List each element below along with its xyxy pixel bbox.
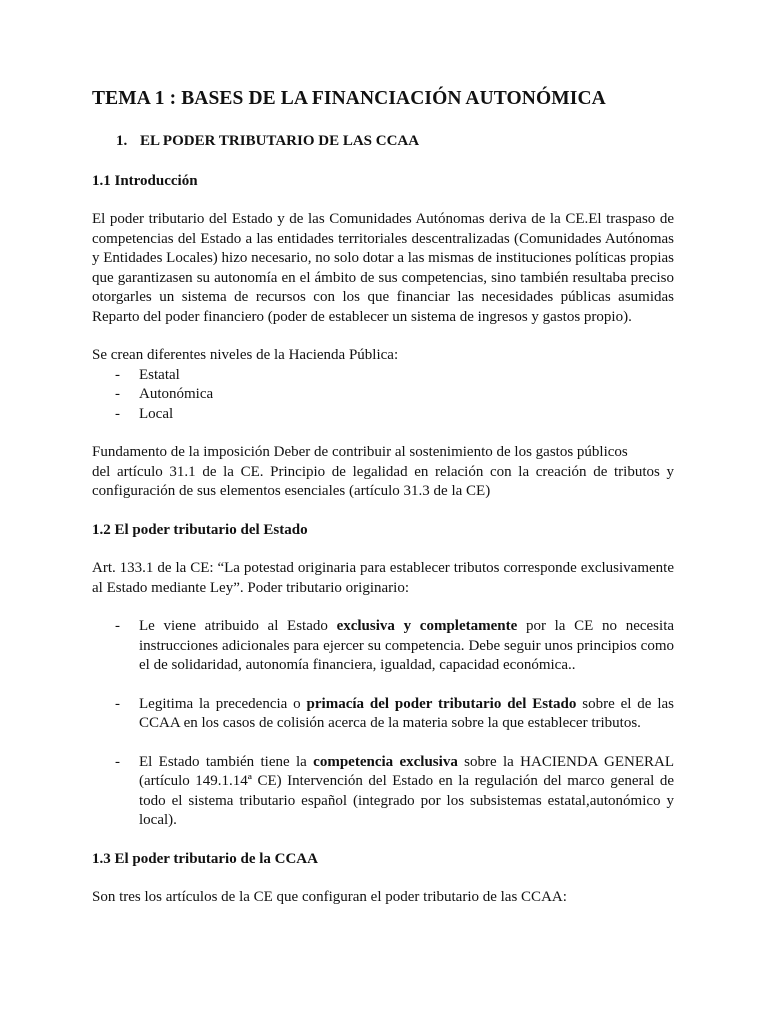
list-dash: - [115, 618, 120, 634]
bullet-3-bold: competencia exclusiva [313, 753, 458, 770]
section-1-heading [92, 132, 674, 152]
bullet-text [139, 695, 674, 734]
bullet-1-pre: Le viene atribuido al Estado [139, 618, 337, 634]
list-item [92, 385, 674, 405]
bullet-1-bold: exclusiva y completamente [336, 618, 518, 634]
fundamento-line-1: Fundamento de la imposición Deber de contribuir al sostenimiento de los gastos públicos [92, 444, 628, 460]
bullet-text [139, 753, 674, 831]
ccaa-articles-paragraph: Son tres los artículos de la CE que configuran el poder tributario de las CCAA: [92, 889, 567, 905]
bullet-text [139, 617, 674, 676]
subsection-1-2-heading: 1.2 El poder tributario del Estado [92, 521, 308, 538]
section-1-label: EL PODER TRIBUTARIO DE LAS CCAA [140, 133, 420, 149]
levels-list [92, 366, 674, 425]
subsection-1-3-heading: 1.3 El poder tributario de la CCAA [92, 850, 318, 867]
article-133-paragraph: Art. 133.1 de la CE: “La potestad originaria para establecer tributos corresponde exclusivamente al Estado mediante Ley”. Poder tributario originario: [92, 560, 674, 596]
document-title: TEMA 1 : BASES DE LA FINANCIACIÓN AUTONÓMICA [92, 88, 606, 109]
levels-intro: Se crean diferentes niveles de la Hacienda Pública: [92, 347, 399, 363]
list-item [92, 405, 674, 425]
level-estatal: Estatal [139, 366, 180, 383]
fundamento-line-2: del artículo 31.1 de la CE. Principio de legalidad en relación con la creación de tributos y configuración de sus elementos esenciales (artículo 31.3 de la CE) [92, 463, 674, 499]
level-local: Local [139, 405, 174, 422]
bullet-2-post: sobre el de las CCAA en los casos de colisión acerca de la materia sobre la que establecer tributos. [139, 695, 674, 731]
section-1-number: 1. [116, 133, 128, 149]
bullet-hacienda-general [92, 753, 674, 831]
list-item [92, 366, 674, 386]
level-autonomica: Autonómica [139, 386, 214, 402]
list-dash: - [115, 386, 120, 402]
bullet-3-post: sobre la HACIENDA GENERAL (artículo 149.1.14ª CE) Intervención del Estado en la regulación del marco general de todo el sistema tributario español (integrado por los subsistemas estatal,autonómico y local). [139, 753, 675, 828]
bullet-2-pre: Legitima la precedencia o [139, 695, 307, 712]
list-dash: - [115, 366, 120, 383]
document-page [92, 86, 674, 908]
list-dash: - [115, 753, 120, 770]
bullet-2-bold: primacía del poder tributario del Estado [306, 695, 577, 712]
intro-paragraph: El poder tributario del Estado y de las Comunidades Autónomas deriva de la CE.El traspaso de competencias del Estado a las entidades territoriales descentralizadas (Comunidades Autónomas y Entidades Locales) hizo necesario, no solo dotar a las mismas de instituciones políticas propias que garantizasen su autonomía en el ámbito de sus competencias, sino también resultaba preciso otorgarles un sistema de recursos con los que financiar las necesidades públicas asumidas Reparto del poder financiero (poder de establecer un sistema de ingresos y gastos propio). [92, 211, 674, 325]
bullet-exclusiva [92, 617, 674, 676]
bullet-3-pre: El Estado también tiene la [139, 753, 314, 770]
bullet-primacia [92, 695, 674, 734]
list-dash: - [115, 405, 120, 422]
list-dash: - [115, 695, 120, 712]
bullet-1-post: por la CE no necesita instrucciones adicionales para ejercer su competencia. Debe seguir unos principios como el de solidaridad, autonomía financiera, igualdad, capacidad económica.. [139, 618, 675, 673]
subsection-1-1-heading: 1.1 Introducción [92, 172, 198, 189]
